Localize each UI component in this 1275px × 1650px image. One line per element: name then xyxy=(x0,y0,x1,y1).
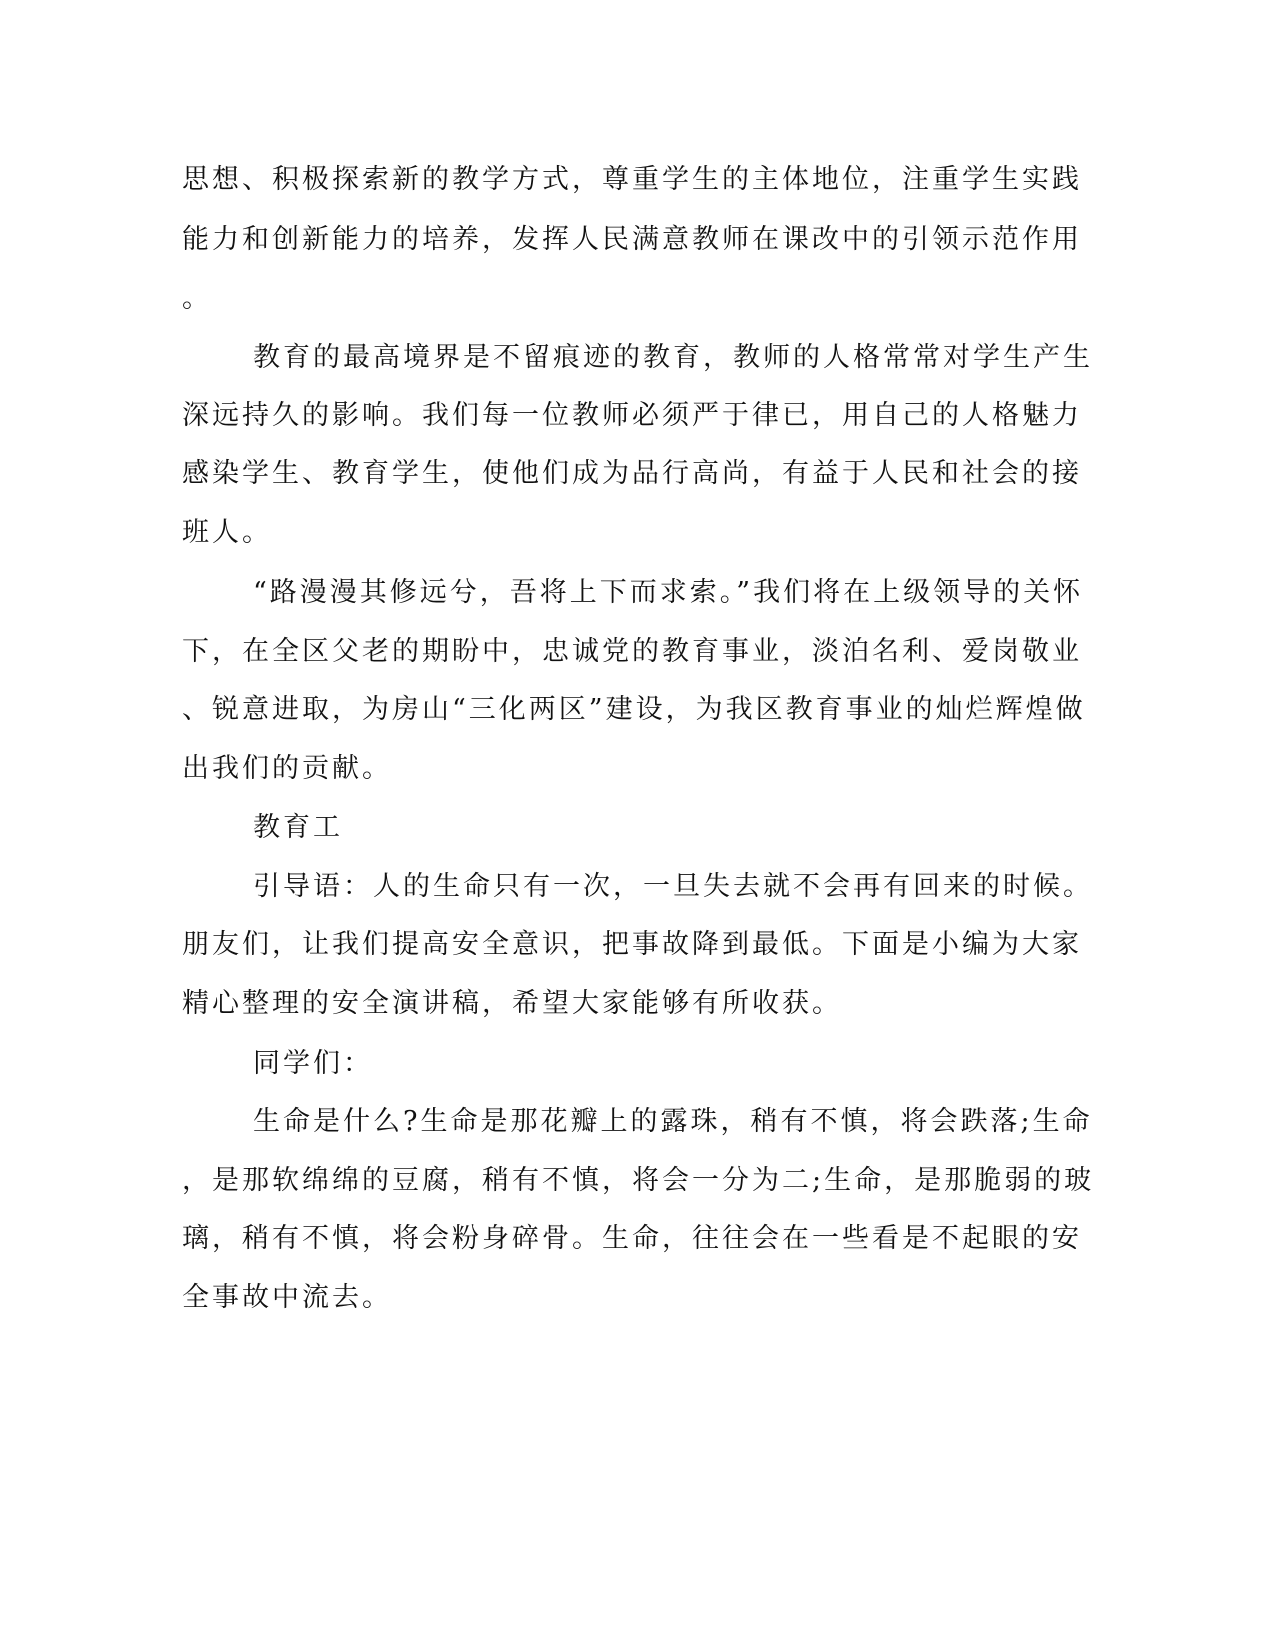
paragraph-first-line: 教育的最高境界是不留痕迹的教育，教师的人格常常对学生产生 xyxy=(253,342,1093,373)
paragraph-first-line: 引导语：人的生命只有一次，一旦失去就不会再有回来的时候。 xyxy=(253,871,1093,902)
text-line: 精心整理的安全演讲稿，希望大家能够有所收获。 xyxy=(182,988,842,1019)
paragraph-first-line: “路漫漫其修远兮，吾将上下而求索。”我们将在上级领导的关怀 xyxy=(253,577,1084,608)
text-line: 思想、积极探索新的教学方式，尊重学生的主体地位，注重学生实践 xyxy=(182,164,1082,195)
text-line: 全事故中流去。 xyxy=(182,1282,392,1313)
text-line: 感染学生、教育学生，使他们成为品行高尚，有益于人民和社会的接 xyxy=(182,458,1082,489)
text-line: ，是那软绵绵的豆腐，稍有不慎，将会一分为二;生命，是那脆弱的玻 xyxy=(182,1165,1095,1196)
text-line: 班人。 xyxy=(182,517,272,548)
text-line: 、锐意进取，为房山“三化两区”建设，为我区教育事业的灿烂辉煌做 xyxy=(182,694,1086,725)
paragraph-first-line: 生命是什么?生命是那花瓣上的露珠，稍有不慎，将会跌落;生命 xyxy=(253,1106,1093,1137)
text-line: 璃，稍有不慎，将会粉身碎骨。生命，往往会在一些看是不起眼的安 xyxy=(182,1223,1082,1254)
text-line: 深远持久的影响。我们每一位教师必须严于律已，用自己的人格魅力 xyxy=(182,400,1082,431)
section-heading: 教育工 xyxy=(253,812,343,843)
text-line: 下，在全区父老的期盼中，忠诚党的教育事业，淡泊名利、爱岗敬业 xyxy=(182,636,1082,667)
text-line: 朋友们，让我们提高安全意识，把事故降到最低。下面是小编为大家 xyxy=(182,929,1082,960)
text-line: 出我们的贡献。 xyxy=(182,753,392,784)
text-line: 。 xyxy=(182,283,212,314)
text-line: 能力和创新能力的培养，发挥人民满意教师在课改中的引领示范作用 xyxy=(182,224,1082,255)
salutation: 同学们： xyxy=(253,1048,373,1079)
